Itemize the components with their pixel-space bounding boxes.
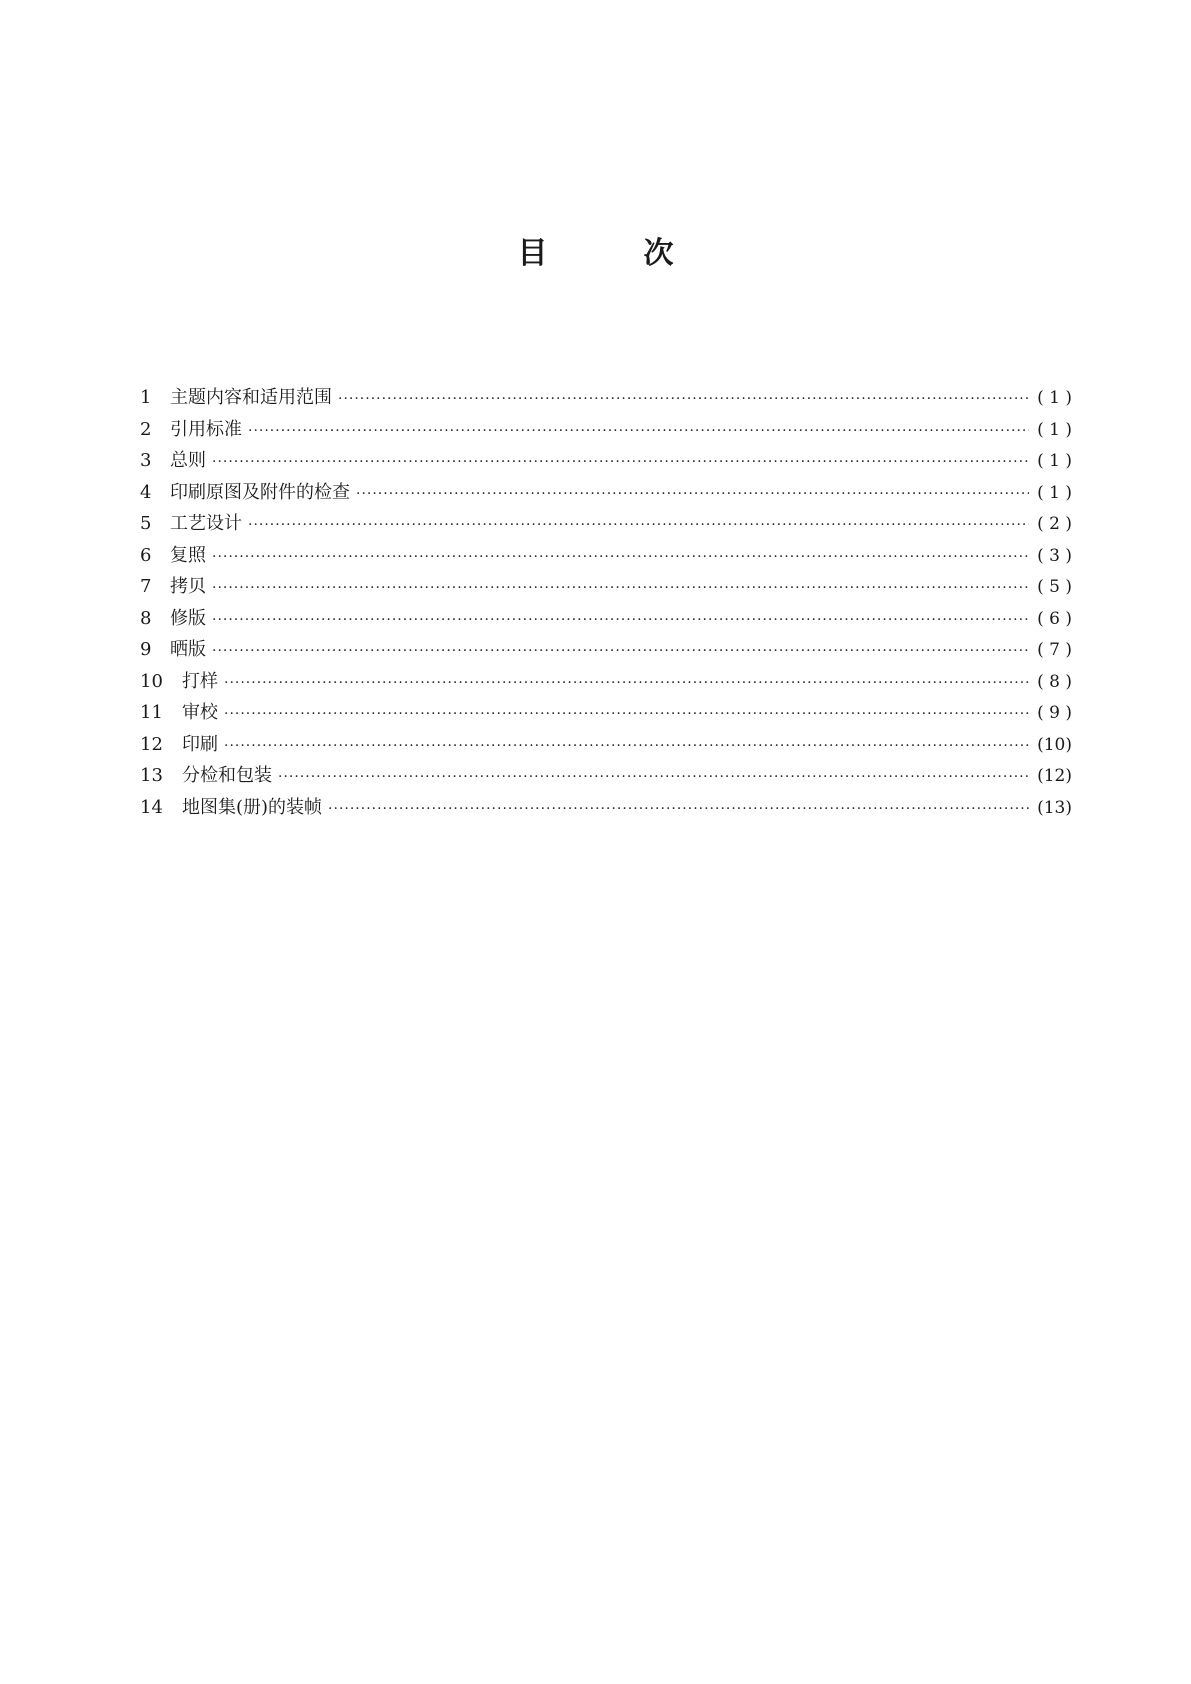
toc-entry-page: ( 7 ) xyxy=(1037,640,1072,660)
toc-entry-title: 审校 xyxy=(182,702,218,723)
toc-entry-page: (10) xyxy=(1037,734,1072,755)
toc-entry[interactable] xyxy=(140,445,1072,477)
toc-entry-number: 1 xyxy=(140,387,152,408)
toc-entry-number: 8 xyxy=(140,607,152,629)
dot-leader xyxy=(212,447,1029,479)
toc-entry-title: 地图集(册)的装帧 xyxy=(182,796,323,818)
title-char: 次 xyxy=(643,236,674,271)
dot-leader xyxy=(338,384,1029,416)
toc-entry-page: ( 1 ) xyxy=(1037,451,1072,471)
toc-entry-number: 13 xyxy=(140,765,163,786)
dot-leader xyxy=(278,762,1029,794)
toc-entry-title: 复照 xyxy=(170,544,206,566)
page-title xyxy=(0,228,1191,272)
toc-entry[interactable] xyxy=(140,729,1072,761)
toc-entry-number: 9 xyxy=(140,639,152,660)
dot-leader xyxy=(212,636,1029,668)
dot-leader xyxy=(328,794,1029,826)
dot-leader xyxy=(224,699,1029,731)
dot-leader xyxy=(248,510,1029,542)
toc-entry-page: ( 1 ) xyxy=(1037,388,1072,408)
toc-entry-title: 分检和包装 xyxy=(182,765,272,786)
toc-entry-title: 印刷原图及附件的检查 xyxy=(170,481,350,503)
dot-leader xyxy=(224,731,1029,763)
table-of-contents xyxy=(140,382,1072,823)
toc-entry-number: 10 xyxy=(140,670,163,692)
toc-entry-number: 5 xyxy=(140,513,152,534)
toc-entry-page: ( 5 ) xyxy=(1037,577,1072,597)
toc-entry-title: 拷贝 xyxy=(170,576,206,597)
toc-entry-page: ( 6 ) xyxy=(1037,608,1072,629)
toc-entry-title: 引用标准 xyxy=(170,418,242,440)
toc-entry-page: ( 2 ) xyxy=(1037,514,1072,534)
toc-entry-number: 11 xyxy=(140,702,163,723)
toc-entry-number: 3 xyxy=(140,450,152,471)
toc-entry-title: 晒版 xyxy=(170,639,206,660)
toc-entry-page: ( 3 ) xyxy=(1037,545,1072,566)
toc-entry-number: 6 xyxy=(140,544,152,566)
toc-entry-number: 2 xyxy=(140,418,152,440)
toc-entry-page: ( 1 ) xyxy=(1037,419,1072,440)
toc-entry[interactable] xyxy=(140,540,1072,572)
toc-entry-page: ( 8 ) xyxy=(1037,671,1072,692)
toc-entry-page: ( 9 ) xyxy=(1037,703,1072,723)
toc-entry[interactable] xyxy=(140,792,1072,824)
toc-entry[interactable] xyxy=(140,571,1072,603)
toc-entry-title: 总则 xyxy=(170,450,206,471)
dot-leader xyxy=(212,542,1029,574)
dot-leader xyxy=(248,416,1029,448)
toc-entry[interactable] xyxy=(140,508,1072,540)
title-char: 目 xyxy=(517,236,548,271)
toc-entry[interactable] xyxy=(140,760,1072,792)
toc-entry-title: 打样 xyxy=(182,670,218,692)
toc-entry[interactable] xyxy=(140,603,1072,635)
toc-entry-title: 主题内容和适用范围 xyxy=(170,387,332,408)
dot-leader xyxy=(356,479,1029,511)
dot-leader xyxy=(212,605,1029,637)
toc-entry-title: 工艺设计 xyxy=(170,513,242,534)
toc-entry-page: ( 1 ) xyxy=(1037,482,1072,503)
toc-entry-title: 印刷 xyxy=(182,733,218,755)
toc-entry[interactable] xyxy=(140,666,1072,698)
toc-entry-number: 7 xyxy=(140,576,152,597)
toc-entry-page: (12) xyxy=(1037,766,1072,786)
dot-leader xyxy=(224,668,1029,700)
toc-entry-number: 14 xyxy=(140,796,163,818)
toc-entry-number: 4 xyxy=(140,481,152,503)
toc-entry-page: (13) xyxy=(1037,797,1072,818)
toc-entry[interactable] xyxy=(140,634,1072,666)
toc-entry-number: 12 xyxy=(140,733,163,755)
dot-leader xyxy=(212,573,1029,605)
toc-entry[interactable] xyxy=(140,414,1072,446)
toc-entry[interactable] xyxy=(140,697,1072,729)
toc-entry[interactable] xyxy=(140,477,1072,509)
toc-entry-title: 修版 xyxy=(170,607,206,629)
toc-entry[interactable] xyxy=(140,382,1072,414)
